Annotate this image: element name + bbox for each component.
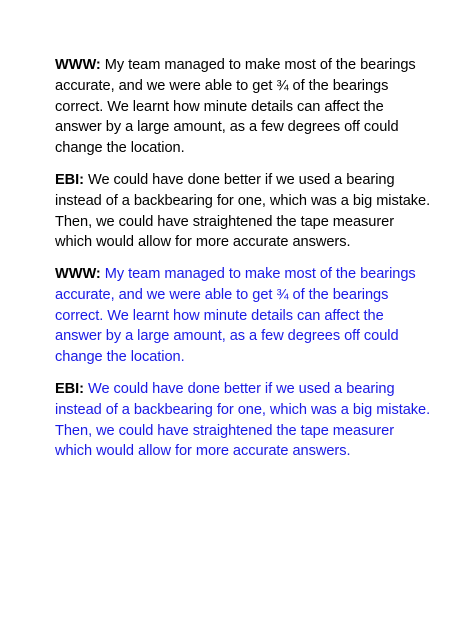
paragraph-first-line bbox=[55, 379, 455, 400]
ebi-text-line: Then, we could have straightened the tape measurer bbox=[55, 213, 395, 230]
www-text-line: correct. We learnt how minute details can affect the bbox=[55, 307, 384, 324]
ebi-paragraph-blue bbox=[55, 379, 455, 462]
www-paragraph-blue bbox=[55, 264, 455, 368]
ebi-label: EBI: bbox=[55, 381, 84, 397]
www-text-line: correct. We learnt how minute details can affect the bbox=[55, 98, 384, 115]
www-text-line: accurate, and we were able to get ¾ of the bearings bbox=[55, 286, 389, 303]
www-label: WWW: bbox=[55, 57, 101, 73]
www-paragraph bbox=[55, 55, 455, 159]
paragraph-first-line bbox=[55, 55, 455, 76]
ebi-paragraph bbox=[55, 170, 455, 253]
www-text-line: accurate, and we were able to get ¾ of the bearings bbox=[55, 77, 389, 94]
www-text-line: My team managed to make most of the bearings bbox=[100, 57, 416, 73]
ebi-text-line: instead of a backbearing for one, which was a big mistake. bbox=[55, 192, 431, 209]
www-label: WWW: bbox=[55, 266, 101, 282]
paragraph-first-line bbox=[55, 170, 455, 191]
ebi-text-line: We could have done better if we used a bearing bbox=[84, 172, 395, 188]
www-text-line: My team managed to make most of the bearings bbox=[100, 266, 416, 282]
www-text-line: answer by a large amount, as a few degrees off could bbox=[55, 119, 399, 136]
ebi-text-line: which would allow for more accurate answers. bbox=[55, 234, 351, 251]
ebi-text-line: Then, we could have straightened the tape measurer bbox=[55, 422, 395, 439]
paragraph-first-line bbox=[55, 264, 455, 285]
ebi-text-line: which would allow for more accurate answers. bbox=[55, 443, 351, 460]
ebi-text-line: We could have done better if we used a bearing bbox=[84, 381, 395, 397]
ebi-label: EBI: bbox=[55, 172, 84, 188]
ebi-text-line: instead of a backbearing for one, which was a big mistake. bbox=[55, 401, 431, 418]
www-text-line: change the location. bbox=[55, 349, 185, 366]
www-text-line: change the location. bbox=[55, 140, 185, 157]
www-text-line: answer by a large amount, as a few degrees off could bbox=[55, 328, 399, 345]
